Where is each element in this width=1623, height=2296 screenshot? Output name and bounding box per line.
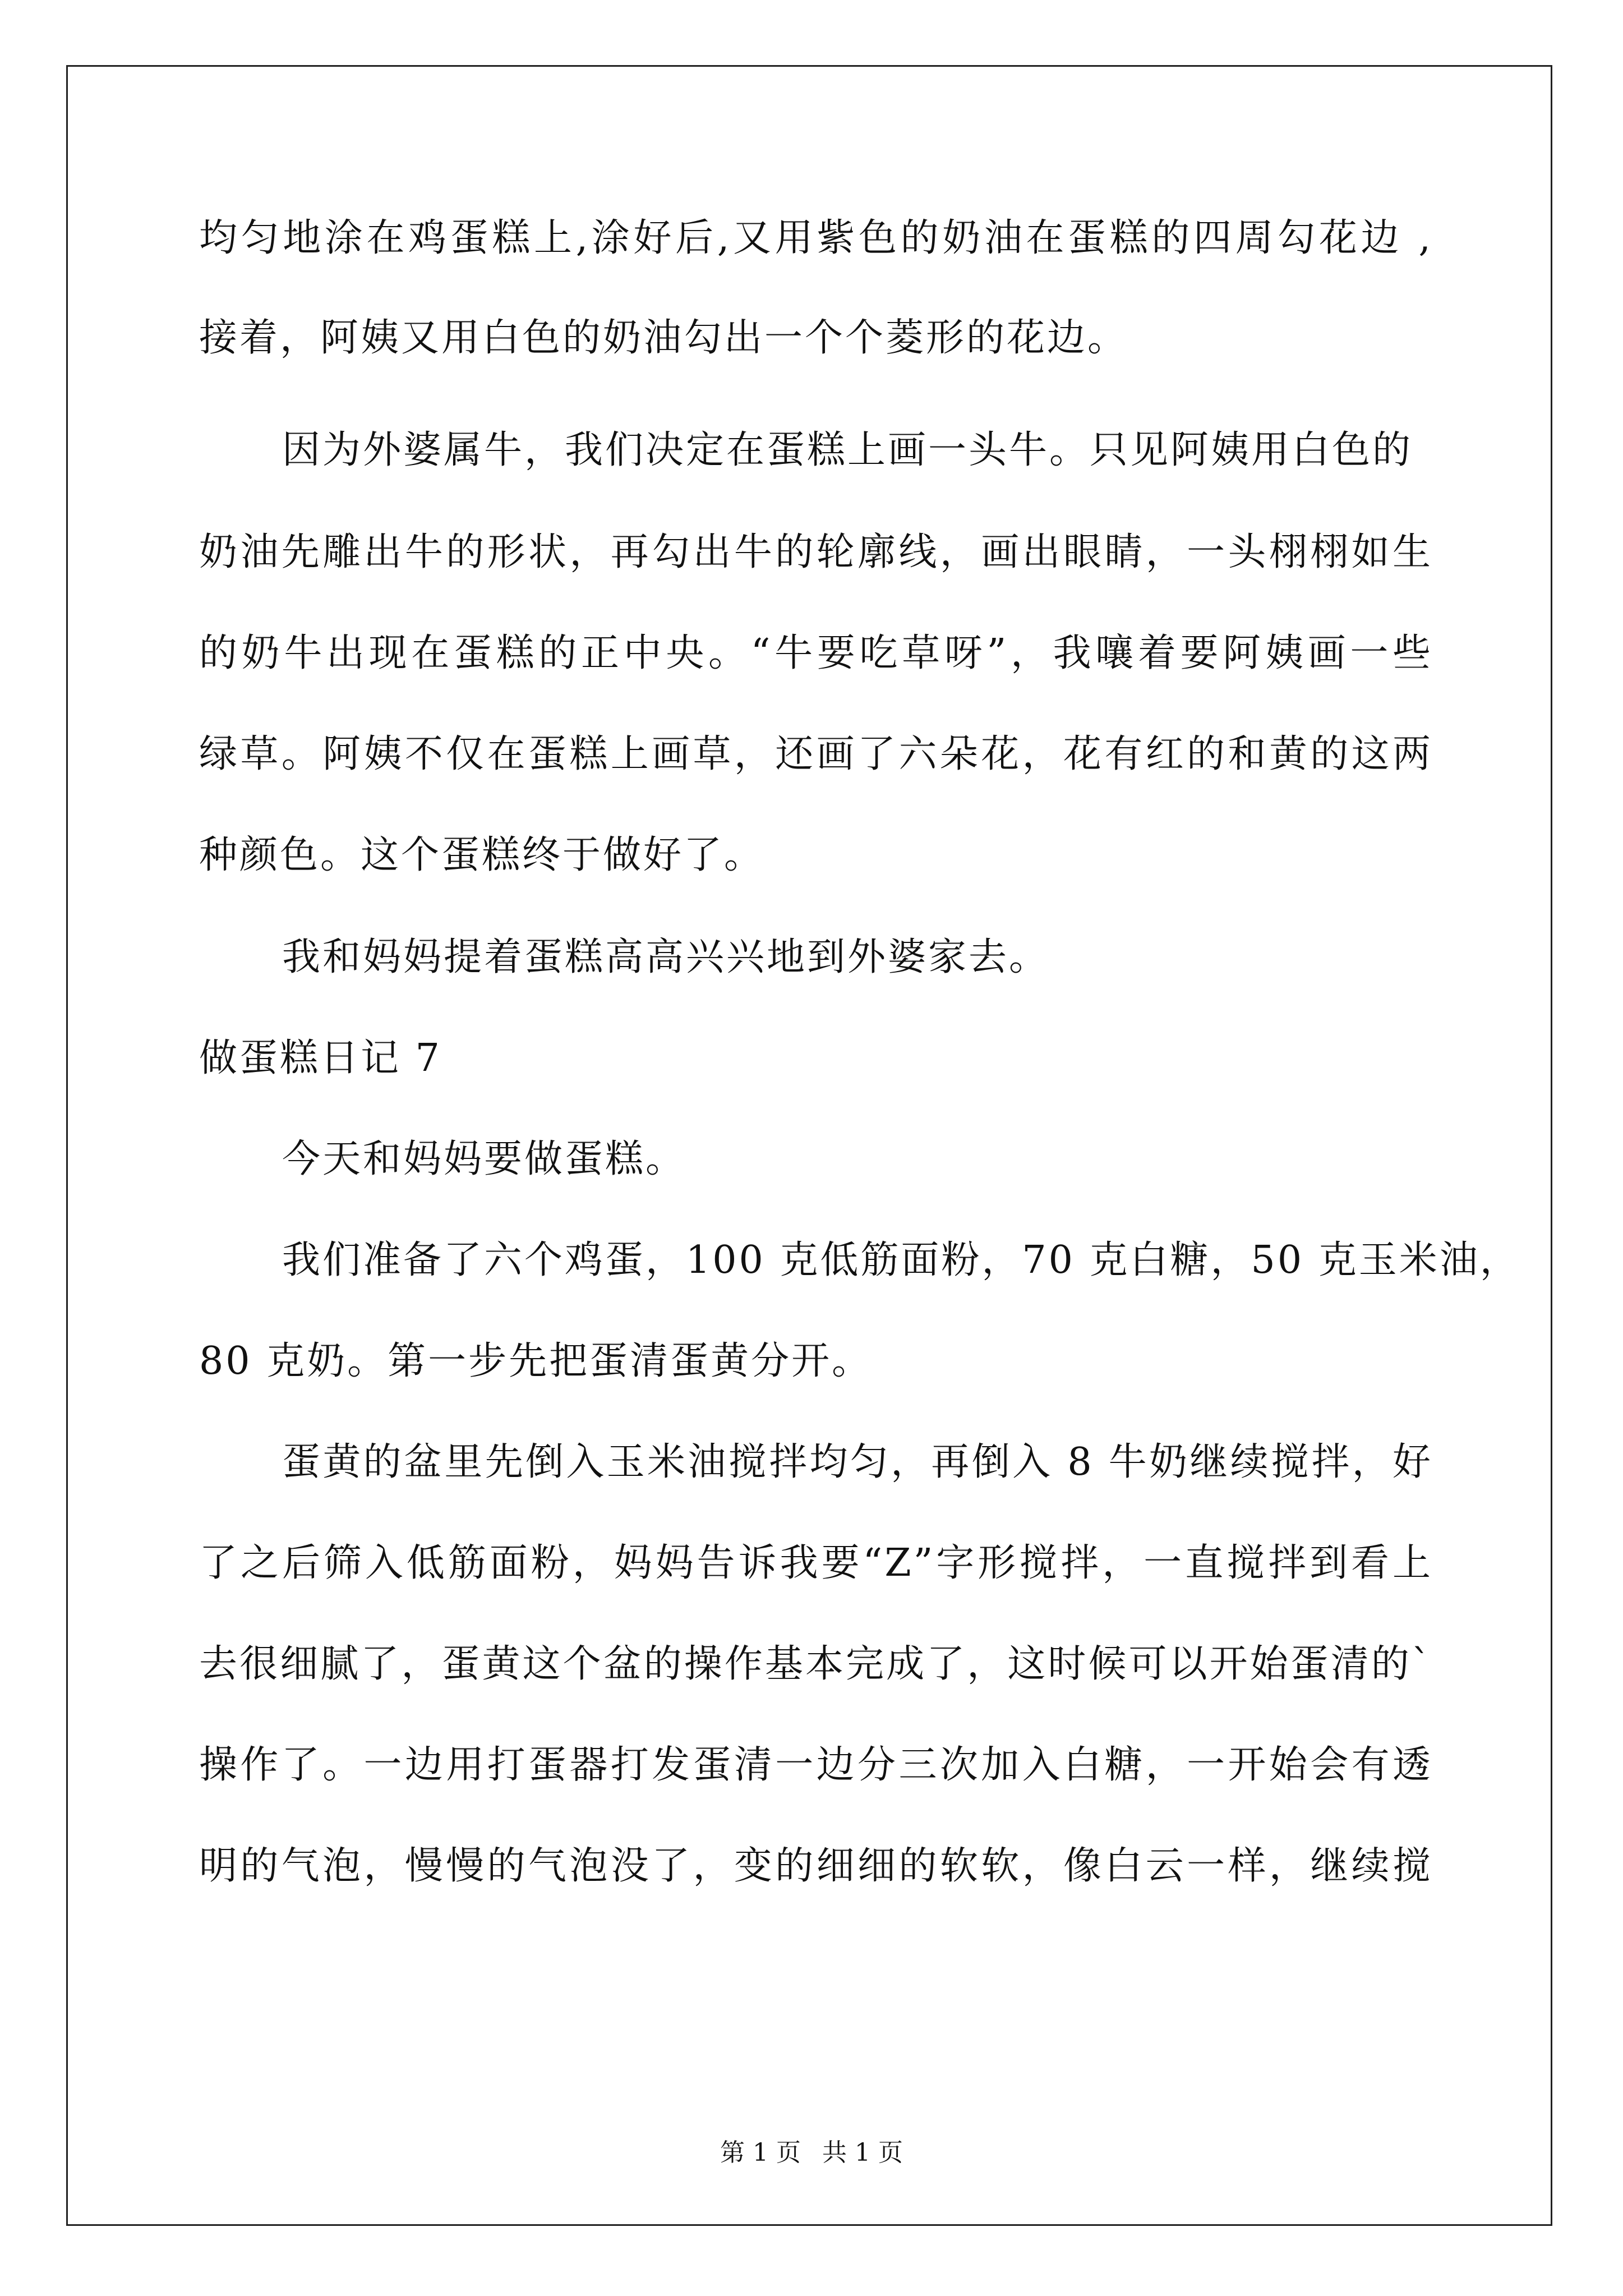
text-line: 操作了。一边用打蛋器打发蛋清一边分三次加入白糖，一开始会有透 [199, 1743, 1433, 1787]
text-line: 明的气泡，慢慢的气泡没了，变的细细的软软，像白云一样，继续搅 [199, 1844, 1433, 1888]
text-line: 我们准备了六个鸡蛋，100 克低筋面粉，70 克白糖，50 克玉米油， [282, 1238, 1520, 1282]
text-line: 种颜色。这个蛋糕终于做好了。 [199, 833, 765, 877]
text-line: 我和妈妈提着蛋糕高高兴兴地到外婆家去。 [282, 935, 1050, 979]
section-heading: 做蛋糕日记 7 [199, 1036, 442, 1080]
text-line: 均匀地涂在鸡蛋糕上,涂好后,又用紫色的奶油在蛋糕的四周勾花边 , [199, 216, 1433, 260]
text-line: 奶油先雕出牛的形状，再勾出牛的轮廓线，画出眼睛，一头栩栩如生 [199, 530, 1433, 574]
page-total: 共 1 页 [822, 2138, 903, 2167]
text-line: 蛋黄的盆里先倒入玉米油搅拌均匀，再倒入 8 牛奶继续搅拌，好 [282, 1440, 1433, 1484]
text-line: 去很细腻了，蛋黄这个盆的操作基本完成了，这时候可以开始蛋清的` [199, 1642, 1433, 1686]
text-line: 了之后筛入低筋面粉，妈妈告诉我要“Z”字形搅拌，一直搅拌到看上 [199, 1541, 1433, 1585]
text-line: 80 克奶。第一步先把蛋清蛋黄分开。 [199, 1339, 873, 1383]
text-line: 绿草。阿姨不仅在蛋糕上画草，还画了六朵花，花有红的和黄的这两 [199, 732, 1433, 776]
text-line: 今天和妈妈要做蛋糕。 [282, 1137, 686, 1181]
text-line: 接着，阿姨又用白色的奶油勾出一个个菱形的花边。 [199, 316, 1128, 360]
text-line: 因为外婆属牛，我们决定在蛋糕上画一头牛。只见阿姨用白色的 [282, 428, 1413, 472]
text-line: 的奶牛出现在蛋糕的正中央。“牛要吃草呀”，我嚷着要阿姨画一些 [199, 631, 1433, 675]
page-number: 第 1 页 [720, 2138, 801, 2167]
page-footer [0, 2136, 1623, 2170]
